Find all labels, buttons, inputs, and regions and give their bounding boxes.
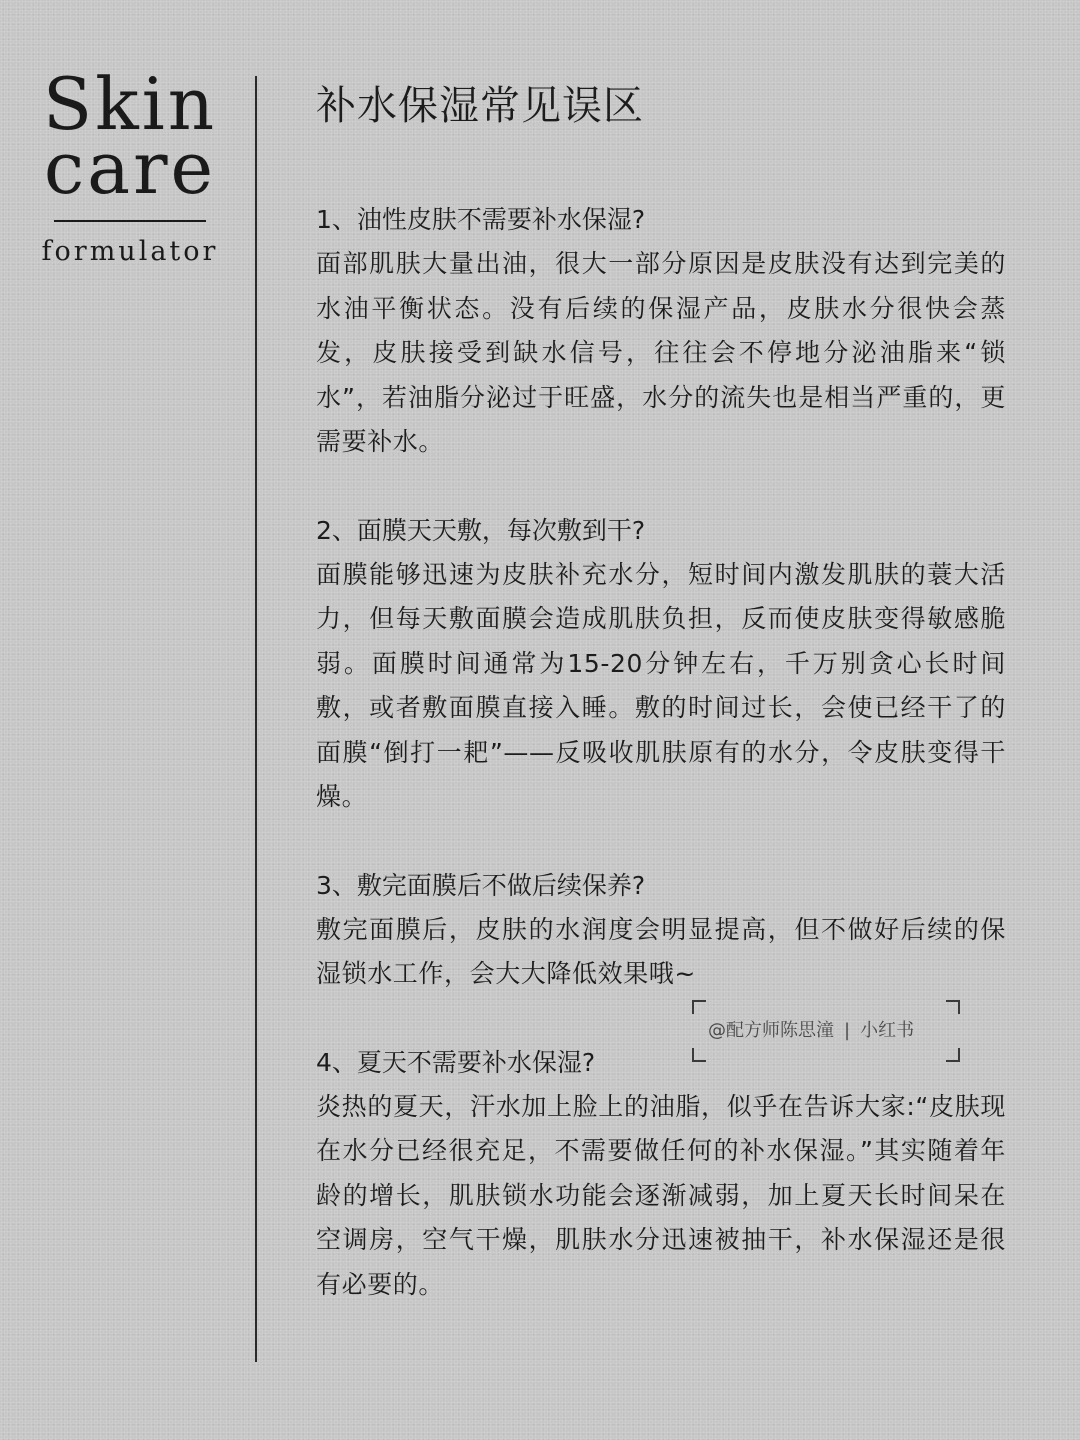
watermark-separator: | bbox=[844, 1020, 851, 1041]
section-heading: 3、敷完面膜后不做后续保养? bbox=[316, 870, 646, 900]
watermark-author: @配方师陈思潼 bbox=[708, 1020, 834, 1041]
brand-logo bbox=[40, 62, 220, 267]
watermark bbox=[692, 1000, 960, 1062]
section-2 bbox=[316, 509, 1006, 820]
article bbox=[316, 76, 1006, 1351]
page-title: 补水保湿常见误区 bbox=[316, 83, 644, 129]
section-3 bbox=[316, 864, 1006, 997]
watermark-corner bbox=[692, 1048, 706, 1062]
brand-subtitle: formulator bbox=[41, 236, 219, 267]
section-body: 炎热的夏天，汗水加上脸上的油脂，似乎在告诉大家:“皮肤现在水分已经很充足，不需要做任何的补水保湿。”其实随着年龄的增长，肌肤锁水功能会逐渐减弱，加上夏天长时间呆在空调房，空气干燥，肌肤水分迅速被抽干，补水保湿还是很有必要的。 bbox=[316, 1091, 1006, 1299]
watermark-text bbox=[708, 1018, 914, 1044]
section-heading: 1、油性皮肤不需要补水保湿? bbox=[316, 205, 646, 234]
watermark-corner bbox=[946, 1000, 960, 1014]
section-body: 面部肌肤大量出油，很大一部分原因是皮肤没有达到完美的水油平衡状态。没有后续的保湿产品，皮肤水分很快会蒸发，皮肤接受到缺水信号，往往会不停地分泌油脂来“锁水”，若油脂分泌过于旺盛，水分的流失也是相当严重的，更需要补水。 bbox=[316, 249, 1006, 456]
section-heading: 4、夏天不需要补水保湿? bbox=[316, 1047, 596, 1077]
section-heading: 2、面膜天天敷，每次敷到干? bbox=[316, 515, 646, 545]
section-body: 敷完面膜后，皮肤的水润度会明显提高，但不做好后续的保湿锁水工作，会大大降低效果哦~ bbox=[316, 914, 1006, 988]
section-body: 面膜能够迅速为皮肤补充水分，短时间内激发肌肤的蓑大活力，但每天敷面膜会造成肌肤负担，反而使皮肤变得敏感脆弱。面膜时间通常为15-20分钟左右，千万别贪心长时间敷，或者敷面膜直接入睡。敷的时间过长，会使已经干了的面膜“倒打一耙”——反吸收肌肤原有的水分，令皮肤变得干燥。 bbox=[316, 559, 1006, 811]
section-1 bbox=[316, 198, 1006, 465]
section-4 bbox=[316, 1041, 1006, 1308]
vertical-divider bbox=[255, 76, 257, 1362]
brand-title-line-2: care bbox=[43, 126, 217, 210]
watermark-corner bbox=[946, 1048, 960, 1062]
watermark-platform: 小红书 bbox=[860, 1020, 915, 1041]
watermark-corner bbox=[692, 1000, 706, 1014]
brand-title-line-1: Skin bbox=[42, 62, 218, 146]
brand-divider bbox=[54, 220, 206, 222]
